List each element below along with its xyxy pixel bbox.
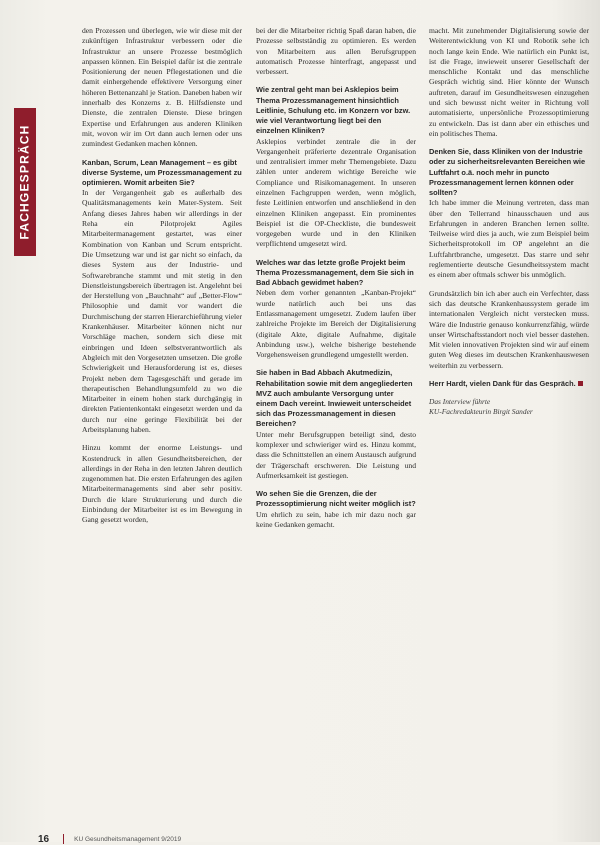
end-mark-icon xyxy=(578,381,583,386)
page-number: 16 xyxy=(38,833,50,845)
paragraph: bei der die Mitarbeiter richtig Spaß daran haben, die Prozesse selbstständig zu optimieren. Es werden von Mitarbeitern aus allen Berufsgruppen automatisch Prozesse hinterfragt, angepasst und verbessert. xyxy=(256,26,416,77)
interview-credit xyxy=(429,397,589,417)
paragraph: Unter mehr Berufsgruppen beteiligt sind, desto komplexer und schwieriger wird es. Hinzu kommt, dass die Schnittstellen an einem Austausch aufgrund der Trägerschaft erschweren. Die Leistung und Aufmerksamkeit ist gestiegen. xyxy=(256,429,416,480)
footer-divider xyxy=(63,834,64,844)
text-column-2 xyxy=(256,26,416,538)
journal-name: KU Gesundheitsmanagement 9/2019 xyxy=(74,835,182,843)
interview-question: Kanban, Scrum, Lean Management – es gibt diverse Systeme, um Prozessmanagement zu optimieren. Womit arbeiten Sie? xyxy=(82,157,242,187)
signoff-text: Herr Hardt, vielen Dank für das Gespräch. xyxy=(429,379,576,389)
paragraph: macht. Mit zunehmender Digitalisierung sowie der Weiterentwicklung von KI und Robotik sehe ich noch lange kein Ende. Wie natürlich ein Punkt ist, ist die Frage, inwieweit unserer Gesellschaft der menschliche Kontakt und das menschliche Gespräch wichtig sind. Hier könnte der Wunsch auftreten, darauf im Gesundheitswesen einzugehen und sich bewusst nicht weiter in Richtung voll automatisierte, unpersönliche Prozessoptimierung zu entwickeln. Das ist dann aber ein ethisches und ein politisches Thema. xyxy=(429,26,589,138)
text-column-3 xyxy=(429,26,589,418)
interview-question: Wie zentral geht man bei Asklepios beim Thema Prozessmanagement hinsichtlich Leitlinie, Schulung etc. im Konzern vor bzw. wie viel Verantwortung liegt bei den einzelnen Kliniken? xyxy=(256,85,411,136)
text-column-1 xyxy=(82,26,242,534)
section-tab-label: FACHGESPRÄCH xyxy=(18,124,33,240)
paragraph: Ich habe immer die Meinung vertreten, dass man über den Tellerrand hinausschauen und aus Erfahrungen in anderen Branchen lernen sollte. Teilweise wird dies ja auch, wie zum Beispiel beim Sicherheitsprotokoll im OP angelehnt an die Luftfahrtbranche, umgesetzt. Das starre und sehr reglementierte deutsche Gesundheitssystem macht es einem aber oftmals schwer bis unmöglich. xyxy=(429,198,589,280)
interview-signoff xyxy=(429,379,589,389)
paragraph: den Prozessen und überlegen, wie wir diese mit der zukünftigen Infrastruktur verbessern oder die Infrastruktur an unsere Prozesse bestmöglich anpassen können. Ein Beispiel dafür ist die zentrale Positionierung der neuen Pflegestationen und die damit einhergehende effektivere Versorgung einer höheren Bettenanzahl je Station. Daneben haben wir innerhalb des Konzerns z. B. Hilfsdienste und Dienste, die zentralen Dienste. Diese bringen Expertise und Erfahrungen aus anderen Kliniken mit, wovon wir im Ort dann auch lernen oder uns zumindest Gedanken machen können. xyxy=(82,26,242,149)
page-footer xyxy=(38,833,578,845)
credit-line: Das Interview führte xyxy=(429,397,491,407)
section-tab xyxy=(14,108,36,256)
paragraph: Um ehrlich zu sein, habe ich mir dazu noch gar keine Gedanken gemacht. xyxy=(256,509,416,529)
interview-question: Sie haben in Bad Abbach Akutmedizin, Rehabilitation sowie mit dem angegliederten MVZ auch ambulante Versorgung unter einem Dach vereint. Inwieweit unterscheidet sich das Prozessmanagement in diesen Bereichen? xyxy=(256,368,413,429)
interview-question: Denken Sie, dass Kliniken von der Industrie oder zu sicherheitsrelevanten Bereichen wie Luftfahrt o.ä. noch mehr in puncto Prozessmanagement lernen können oder sollten? xyxy=(429,147,586,198)
interview-question: Wo sehen Sie die Grenzen, die der Prozessoptimierung nicht weiter möglich ist? xyxy=(256,489,416,509)
paragraph: Asklepios verbindet zentrale die in der Vergangenheit präferierte dezentrale Organisation und zentralisiert immer mehr Themengebiete. Dazu zählen unter anderem wichtige Bereiche wie Compliance und Risikomanagement. In unseren einzelnen Fachgruppen werden, wenn möglich, feste Leitlinien entworfen und anschließend in den einzelnen Kliniken angepasst. Ein prominentes Beispiel ist die OP-Checkliste, die bundesweit vorgegeben wurde und in den Kliniken verpflichtend umgesetzt wird. xyxy=(256,136,416,249)
paragraph: Neben dem vorher genannten „Kanban-Projekt“ wurde natürlich auch bei uns das Entlassmanagement umgesetzt. Zudem laufen über zahlreiche Projekte im Bereich der Digitalisierung (digitale Akte, digitale Aufnahme, digitale Anbindung usw.), welche bisherige bestehende Vorgehensweisen grundlegend umgestellt werden. xyxy=(256,288,416,360)
paragraph: Grundsätzlich bin ich aber auch ein Verfechter, dass sich das deutsche Krankenhaussystem gerade im internationalen Vergleich nicht verstecken muss. Wäre die Industrie genauso konkurrenzfähig, würde unser Wirtschaftsstandort noch viel besser dastehen. Mit vielen innovativen Projekten sind wir auf einem guten Weg dieses im deutschen Krankenhauswesen weiterhin zu verbessern. xyxy=(429,288,589,370)
paragraph: In der Vergangenheit gab es außerhalb des Qualitätsmanagements kein Mater-System. Seit Anfang dieses Jahres haben wir allerdings in der Reha ein Pilotprojekt Agiles Mitarbeitermanagement gestartet, was einer Kombination von Kanban und Scrum entspricht. Die Umsetzung war und ist gar nicht so einfach, da dieses System aus der Industrie- und Softwarebranche stammt und mit stetig in den Dienstleistungsbereich übertragen ist. Angelehnt bei der Herstellung von „Bauchnaht“ auf „Better-Flow“ Philosophie und damit vor wandert die Durchmischung der starren Hierarchieführung vieler Krankenhäuser. Mitarbeiter können nicht nur Vorschläge machen, sondern sich diese mit einbringen und Ideen selbstverantwortlich als Abgleich mit den Vorgesetzten umsetzen. Die große Schwierigkeit und Herausforderung ist es, dieses Projekt neben dem Tagesgeschäft und gerade im therapeutischen Behandlungsumfeld zu wo die Mitarbeiter in einem hohen stark durchgängig in direkten Patientenkontakt eingesetzt werden und da durch nur eine geringe Flexibilität bei der Arbeitsplanung haben. xyxy=(82,188,242,434)
credit-line: KU-Fachredakteurin Birgit Sander xyxy=(429,407,533,417)
interview-question: Welches war das letzte große Projekt beim Thema Prozessmanagement, dem Sie sich in Bad Abbach gewidmet haben? xyxy=(256,257,414,288)
paragraph: Hinzu kommt der enorme Leistungs- und Kostendruck in allen Gesundheitsbereichen, der allerdings in der Reha in den letzten Jahren deutlich zugenommen hat. Die ersten Erfahrungen des agilen Mitarbeitermanagements sind aber sehr positiv. Durch die klare Strukturierung und durch die Einbindung der Mitarbeiter ist es im Bewegung in Gang gesetzt worden, xyxy=(82,443,242,525)
